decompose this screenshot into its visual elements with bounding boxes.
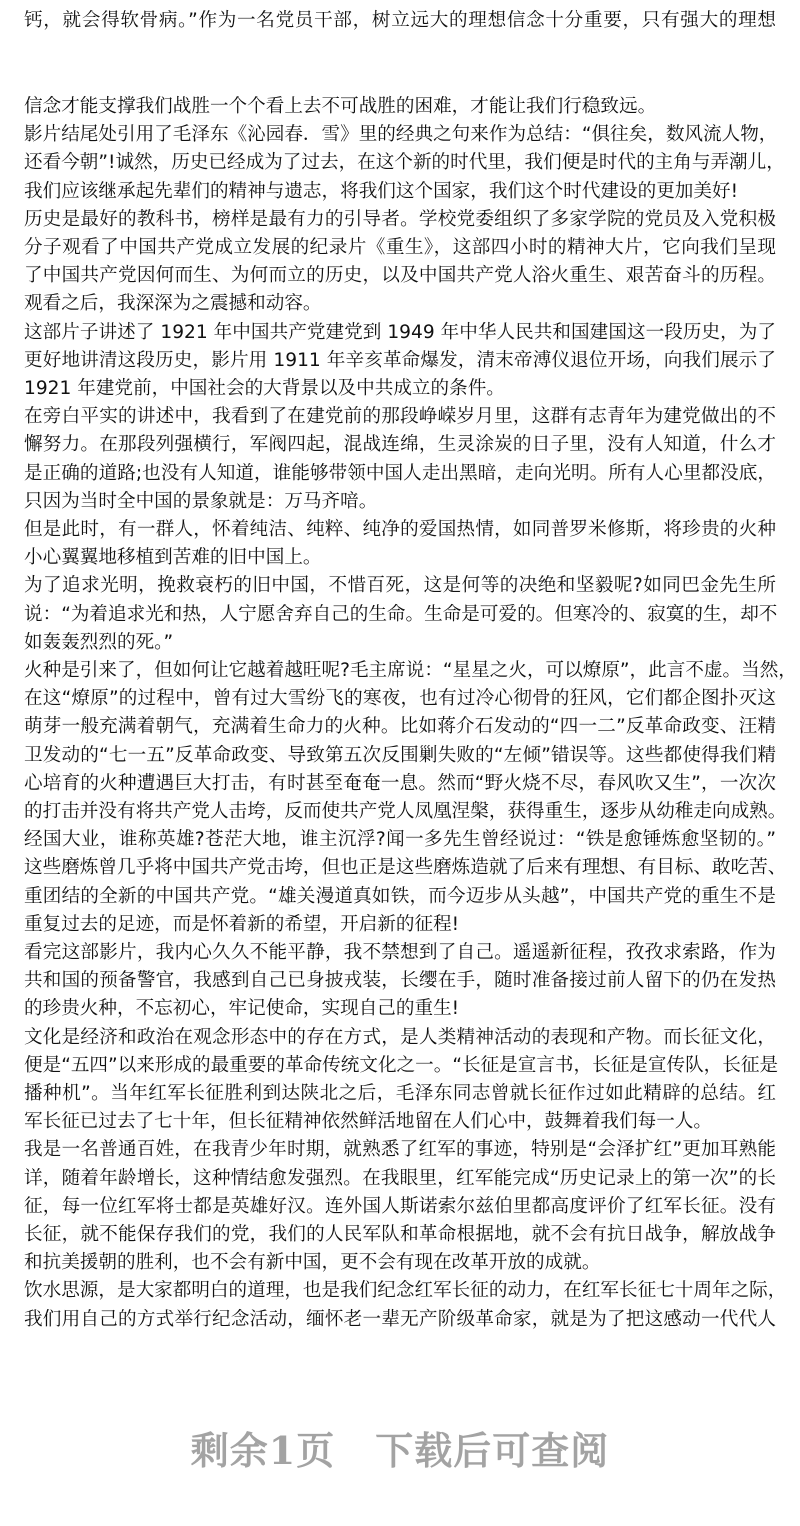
text-line: 长征，就不能保存我们的党，我们的人民军队和革命根据地，就不会有抗日战争，解放战争 — [24, 1224, 776, 1245]
text-line: 卫发动的“七一五”反革命政变、导致第五次反围剿失败的“左倾”错误等。这些都使得我们精 — [24, 744, 776, 766]
text-line: 小心翼翼地移植到苦难的旧中国上。 — [24, 547, 322, 569]
text-line: 只因为当时全中国的景象就是：万马齐喑。 — [24, 490, 378, 512]
text-line: 还看今朝”!诚然，历史已经成为了过去，在这个新的时代里，我们便是时代的主角与弄潮儿， — [24, 152, 785, 174]
text-line: 是正确的道路;也没有人知道，谁能够带领中国人走出黑暗，走向光明。所有人心里都没底， — [24, 462, 776, 484]
text-line: 重团结的全新的中国共产党。“雄关漫道真如铁，而今迈步从头越”，中国共产党的重生不是 — [24, 885, 776, 907]
text-line: 影片结尾处引用了毛泽东《沁园春．雪》里的经典之句来作为总结：“俱往矣，数风流人物， — [24, 124, 778, 146]
text-line: 但是此时，有一群人，怀着纯洁、纯粹、纯净的爱国热情，如同普罗米修斯，将珍贵的火种 — [24, 519, 776, 540]
text-line: 播种机”。当年红军长征胜利到达陕北之后，毛泽东同志曾就长征作过如此精辟的总结。红 — [24, 1083, 776, 1104]
text-line: 的珍贵火种，不忘初心，牢记使命，实现自己的重生! — [24, 998, 460, 1020]
text-line: 说：“为着追求光和热，人宁愿舍弃自己的生命。生命是可爱的。但寒冷的、寂寞的生，却不 — [24, 603, 778, 625]
text-line: 观看之后，我深深为之震撼和动容。 — [24, 293, 322, 315]
text-line: 在旁白平实的讲述中，我看到了在建党前的那段峥嵘岁月里，这群有志青年为建党做出的不 — [24, 406, 776, 428]
text-line: 经国大业，谁称英雄?苍茫大地，谁主沉浮?闻一多先生曾经说过：“铁是愈锤炼愈坚韧的。” — [24, 829, 776, 851]
text-line: 萌芽一般充满着朝气，充满着生命力的火种。比如蒋介石发动的“四一二”反革命政变、汪精 — [24, 716, 776, 738]
text-line: 了中国共产党因何而生、为何而立的历史，以及中国共产党人浴火重生、艰苦奋斗的历程。 — [24, 265, 776, 287]
text-line: 信念才能支撑我们战胜一个个看上去不可战胜的困难，才能让我们行稳致远。 — [24, 96, 657, 117]
text-line: 详，随着年龄增长，这种情结愈发强烈。在我眼里，红军能完成“历史记录上的第一次”的长 — [24, 1167, 776, 1189]
text-line: 和抗美援朝的胜利，也不会有新中国，更不会有现在改革开放的成就。 — [24, 1252, 601, 1274]
text-line: 1921 年建党前，中国社会的大背景以及中共成立的条件。 — [24, 378, 505, 399]
text-line: 心培育的火种遭遇巨大打击，有时甚至奄奄一息。然而“野火烧不尽，春风吹又生”，一次次 — [24, 772, 776, 794]
text-line: 钙，就会得软骨病。”作为一名党员干部，树立远大的理想信念十分重要，只有强大的理想 — [24, 10, 776, 31]
remaining-pages-label: 剩余1页 — [190, 1428, 336, 1473]
text-line: 征，每一位红军将士都是英雄好汉。连外国人斯诺索尔兹伯里都高度评价了红军长征。没有 — [24, 1195, 776, 1217]
text-line: 这部片子讲述了 1921 年中国共产党建党到 1949 年中华人民共和国建国这一段历史，为了 — [24, 321, 776, 343]
text-line: 历史是最好的教科书，榜样是最有力的引导者。学校党委组织了多家学院的党员及入党积极 — [24, 208, 776, 230]
text-line: 看完这部影片，我内心久久不能平静，我不禁想到了自己。遥遥新征程，孜孜求索路，作为 — [24, 942, 776, 963]
text-line: 共和国的预备警官，我感到自己已身披戎装，长缨在手，随时准备接过前人留下的仍在发热 — [24, 970, 776, 992]
text-line: 为了追求光明，挽救衰朽的旧中国，不惜百死，这是何等的决绝和坚毅呢?如同巴金先生所 — [24, 575, 776, 597]
text-line: 更好地讲清这段历史，影片用 1911 年辛亥革命爆发，清末帝溥仪退位开场，向我们展示了 — [24, 349, 776, 371]
text-line: 分子观看了中国共产党成立发展的纪录片《重生》，这部四小时的精神大片，它向我们呈现 — [24, 237, 776, 258]
text-line: 火种是引来了，但如何让它越着越旺呢?毛主席说：“星星之火，可以燎原”，此言不虚。当然， — [24, 660, 797, 681]
text-line: 如轰轰烈烈的死。” — [24, 631, 174, 653]
download-to-view-label: 下载后可查阅 — [375, 1428, 610, 1473]
text-line: 这些磨炼曾几乎将中国共产党击垮，但也正是这些磨炼造就了后来有理想、有目标、敢吃苦、 — [24, 857, 787, 879]
text-line: 我们应该继承起先辈们的精神与遗志，将我们这个国家，我们这个时代建设的更加美好! — [24, 180, 739, 202]
text-line: 的打击并没有将共产党人击垮，反而使共产党人凤凰涅槃，获得重生，逐步从幼稚走向成熟。 — [24, 801, 787, 822]
text-line: 饮水思源，是大家都明白的道理，也是我们纪念红军长征的动力，在红军长征七十周年之际， — [24, 1280, 787, 1302]
text-line: 我们用自己的方式举行纪念活动，缅怀老一辈无产阶级革命家，就是为了把这感动一代代人 — [24, 1308, 776, 1330]
text-line: 军长征已过去了七十年，但长征精神依然鲜活地留在人们心中，鼓舞着我们每一人。 — [24, 1111, 712, 1133]
text-line: 我是一名普通百姓，在我青少年时期，就熟悉了红军的事迹，特别是“会泽扩红”更加耳熟能 — [24, 1139, 776, 1161]
remaining-pages-notice[interactable] — [0, 1420, 800, 1475]
text-line: 在这“燎原”的过程中，曾有过大雪纷飞的寒夜，也有过冷心彻骨的狂风，它们都企图扑灭这 — [24, 688, 776, 710]
text-line: 文化是经济和政治在观念形态中的存在方式，是人类精神活动的表现和产物。而长征文化， — [24, 1026, 776, 1048]
text-line: 重复过去的足迹，而是怀着新的希望，开启新的征程! — [24, 913, 460, 935]
text-line: 懈努力。在那段列强横行，军阀四起，混战连绵，生灵涂炭的日子里，没有人知道，什么才 — [24, 434, 776, 456]
text-line: 便是“五四”以来形成的最重要的革命传统文化之一。“长征是宣言书，长征是宣传队，长征是 — [24, 1054, 779, 1076]
